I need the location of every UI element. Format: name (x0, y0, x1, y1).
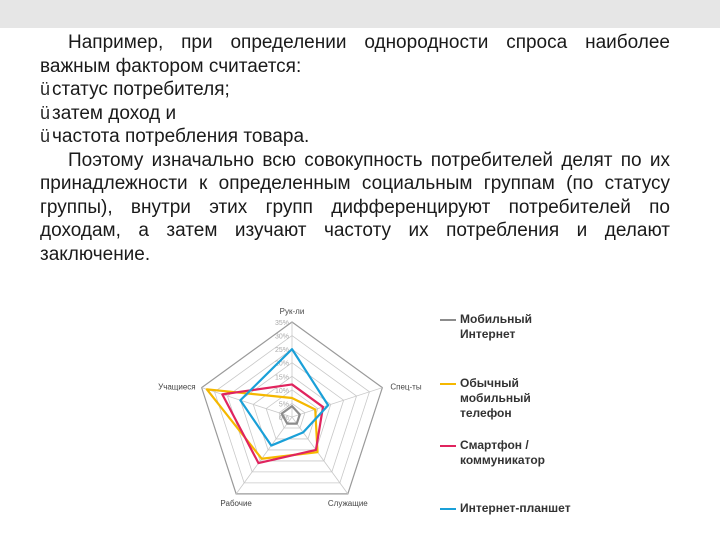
intro-paragraph: Например, при определении однородности спроса наиболее важным фактором считается: (40, 32, 670, 77)
category-label: Служащие (327, 498, 368, 508)
list-item: ü статус потребителя; (40, 79, 230, 100)
axis-spoke (292, 388, 382, 417)
conclusion-paragraph: Поэтому изначально всю совокупность потребителей делят по их принадлежности к определенным социальным группам (по статусу группы), внутри этих групп дифференцируют потребителей по доходам, а затем изучают частоту их потребления и делают заключение. (40, 149, 670, 265)
category-label: Спец-ты (390, 382, 422, 392)
tick-label: 15% (274, 374, 289, 382)
tick-label: 25% (274, 347, 289, 355)
category-label: Учащиеся (158, 382, 196, 392)
slide-text (40, 31, 670, 266)
check-icon: ü (40, 126, 51, 146)
radar-chart (150, 300, 450, 525)
list-item: ü затем доход и (40, 102, 177, 124)
legend-swatch (440, 319, 456, 321)
legend-swatch (440, 445, 456, 447)
check-icon: ü (40, 79, 51, 99)
legend-swatch (440, 508, 456, 510)
legend-label: Мобильный Интернет (460, 312, 532, 341)
legend-label: Интернет-планшет (460, 501, 571, 515)
tick-label: 20% (274, 360, 289, 368)
slide-top-bar (0, 0, 720, 28)
tick-label: 35% (274, 320, 289, 327)
check-icon: ü (40, 102, 51, 123)
tick-label: 5% (278, 401, 289, 409)
legend-label: Смартфон / коммуникатор (460, 438, 545, 467)
legend-swatch (440, 383, 456, 385)
tick-label: 0% (278, 415, 289, 422)
tick-label: 30% (274, 333, 289, 341)
category-label: Рук-ли (279, 307, 305, 316)
category-label: Рабочие (220, 498, 252, 508)
legend-label: Обычный мобильный телефон (460, 376, 531, 420)
list-item: ü частота потребления товара. (40, 126, 310, 147)
tick-label: 10% (274, 387, 289, 395)
factor-list (40, 78, 670, 149)
